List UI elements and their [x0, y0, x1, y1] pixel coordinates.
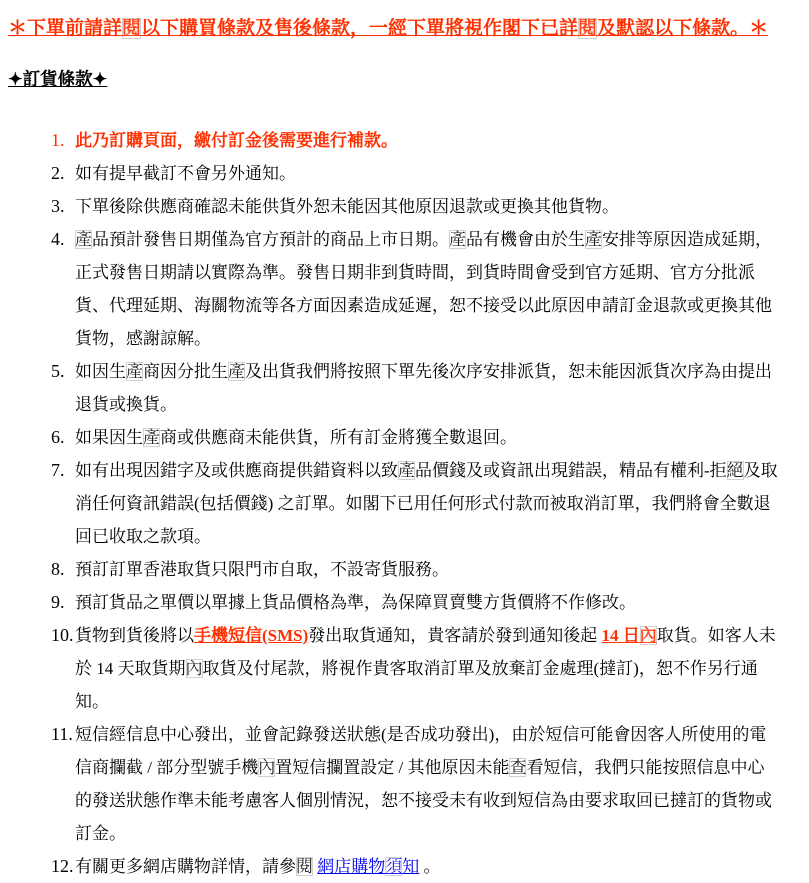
term-text: 預訂訂單香港取貨只限門市自取，不設寄貨服務。 [75, 560, 449, 579]
term-item-8 [75, 553, 779, 586]
term-text: 預訂貨品之單價以單據上貨品價格為準，為保障買賣雙方貨價將不作修改。 [75, 593, 636, 612]
term-text: 產品預計發售日期僅為官方預計的商品上市日期。產品有機會由於生產安排等原因造成延期，正式發售日期請以實際為準。發售日期非到貨時間，到貨時間會受到官方延期、官方分批派貨、代理延期、海關物流等各方面因素造成延遲，恕不接受以此原因申請訂金退款或更換其他貨物，感謝諒解。 [75, 230, 772, 348]
term-item-9 [75, 586, 779, 619]
term-item-12 [75, 850, 779, 883]
term-text: 發出取貨通知，貴客請於發到通知後起 [308, 626, 602, 645]
section-title-wrap [8, 42, 795, 91]
term-item-5 [75, 355, 779, 421]
term-item-11 [75, 718, 779, 850]
store-shopping-notice-link[interactable]: 網店購物須知 [317, 857, 420, 876]
term-text: 如果因生產商或供應商未能供貨，所有訂金將獲全數退回。 [75, 428, 517, 447]
term-item-7 [75, 454, 779, 553]
term-text: 。 [419, 857, 441, 876]
term-text: 如有出現因錯字及或供應商提供錯資料以致產品價錢及或資訊出現錯誤，精品有權利-拒絕及取消任何資訊錯誤(包括價錢) 之訂單。如閣下已用任何形式付款而被取消訂單，我們將會全數退回已收取之款項。 [75, 461, 778, 546]
term-item-1 [75, 124, 779, 157]
term-text: 此乃訂購頁面，繳付訂金後需要進行補款。 [75, 131, 398, 150]
pickup-deadline-highlight: 14 日內 [601, 626, 657, 645]
term-item-2 [75, 157, 779, 190]
section-title-order-terms: ✦訂貨條款✦ [8, 69, 108, 89]
term-text: 取貨。如客人未於 14 天取貨期內取貨及付尾款，將視作貴客取消訂單及放棄訂金處理(撻訂)，恕不作另行通知。 [75, 626, 776, 711]
term-text: 短信經信息中心發出，並會記錄發送狀態(是否成功發出)，由於短信可能會因客人所使用的電信商攔截 / 部分型號手機內置短信攔置設定 / 其他原因未能查看短信，我們只能按照信息中心的發送狀態作準未能考慮客人個別情況，恕不接受未有收到短信為由要求取回已撻訂的貨物或訂金。 [75, 725, 772, 843]
term-text: 如因生產商因分批生產及出貨我們將按照下單先後次序安排派貨，恕未能因派貨次序為由提出退貨或換貨。 [75, 362, 772, 414]
terms-list [8, 124, 795, 883]
term-text: 貨物到貨後將以 [75, 626, 194, 645]
term-text: 有關更多網店購物詳情，請參閱 [75, 857, 313, 876]
term-item-6 [75, 421, 779, 454]
pre-order-notice: ＊下單前請詳閱以下購買條款及售後條款，一經下單將視作閣下已詳閱及默認以下條款。＊ [8, 18, 769, 39]
term-text: 如有提早截訂不會另外通知。 [75, 164, 296, 183]
sms-highlight: 手機短信(SMS) [194, 626, 309, 645]
term-item-10 [75, 619, 779, 718]
term-item-4 [75, 223, 779, 355]
term-item-3 [75, 190, 779, 223]
term-text: 下單後除供應商確認未能供貨外恕未能因其他原因退款或更換其他貨物。 [75, 197, 619, 216]
